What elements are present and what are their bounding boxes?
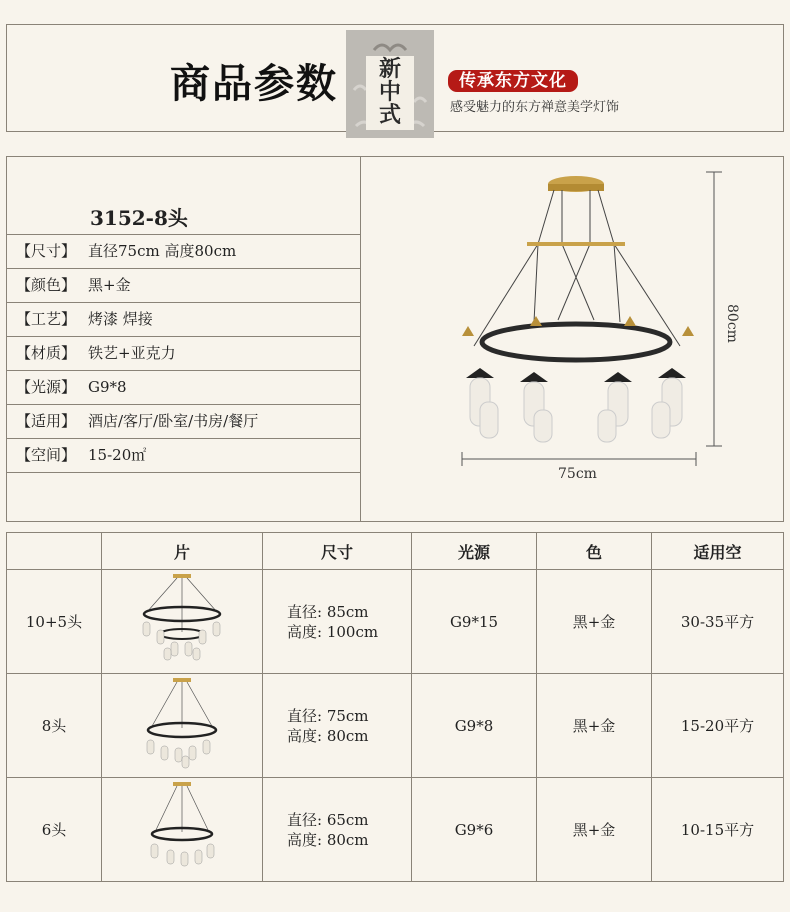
variant-diameter: 直径: 65cm xyxy=(287,810,369,829)
spec-label: 【工艺】 xyxy=(16,310,77,328)
variant-dimensions xyxy=(263,674,412,778)
table-row xyxy=(7,778,784,882)
slogan-badge: 传承东方文化 xyxy=(448,70,578,92)
variant-name: 10+5头 xyxy=(7,570,102,674)
column-header: 光源 xyxy=(412,533,537,570)
height-dimension-label: 80cm xyxy=(724,304,740,343)
table-header-row xyxy=(7,533,784,570)
variant-diameter: 直径: 75cm xyxy=(287,706,369,725)
chandelier-ring xyxy=(482,324,670,360)
variant-name: 8头 xyxy=(7,674,102,778)
spec-row-light xyxy=(6,370,361,404)
spec-row-material xyxy=(6,336,361,370)
width-dimension-label: 75cm xyxy=(558,466,597,482)
variant-color: 黑+金 xyxy=(537,778,652,882)
spec-value: 酒店/客厅/卧室/书房/餐厅 xyxy=(88,412,259,430)
column-header: 片 xyxy=(102,533,263,570)
spec-label: 【空间】 xyxy=(16,446,77,464)
spec-label: 【适用】 xyxy=(16,412,77,430)
dimension-lines xyxy=(462,172,722,466)
variant-color: 黑+金 xyxy=(537,674,652,778)
chandelier-illustration xyxy=(362,156,784,522)
spec-value: 直径75cm 高度80cm xyxy=(88,242,237,260)
variant-space: 30-35平方 xyxy=(652,570,784,674)
chandelier-thumbnail xyxy=(137,572,227,668)
variant-table xyxy=(6,532,784,912)
column-header: 适用空 xyxy=(652,533,784,570)
variant-dimensions xyxy=(263,570,412,674)
variant-height: 高度: 80cm xyxy=(287,726,369,745)
variant-space: 15-20平方 xyxy=(652,674,784,778)
spec-value: 黑+金 xyxy=(88,276,131,294)
variant-light: G9*8 xyxy=(412,674,537,778)
spec-value: 15-20㎡ xyxy=(88,446,147,464)
variant-light: G9*6 xyxy=(412,778,537,882)
spec-label: 【颜色】 xyxy=(16,276,77,294)
spec-row-space xyxy=(6,438,361,472)
variant-light: G9*15 xyxy=(412,570,537,674)
spec-row-color xyxy=(6,268,361,302)
table-row xyxy=(7,570,784,674)
spec-value: 烤漆 焊接 xyxy=(88,310,153,328)
variant-diameter: 直径: 85cm xyxy=(287,602,369,621)
chandelier-thumbnail xyxy=(137,780,227,876)
page-title: 商品参数 xyxy=(170,60,338,107)
variant-space: 10-15平方 xyxy=(652,778,784,882)
variant-color: 黑+金 xyxy=(537,570,652,674)
column-header: 尺寸 xyxy=(263,533,412,570)
variant-height: 高度: 100cm xyxy=(287,622,379,641)
column-header: 色 xyxy=(537,533,652,570)
variant-name: 6头 xyxy=(7,778,102,882)
spec-value: 铁艺+亚克力 xyxy=(88,344,176,362)
variant-thumbnail xyxy=(102,570,263,674)
model-number: 3152-8头 xyxy=(90,206,188,230)
variant-height: 高度: 80cm xyxy=(287,830,369,849)
seal-text: 新中式 xyxy=(378,56,401,128)
product-image xyxy=(362,156,784,522)
spec-row-usage xyxy=(6,404,361,438)
spec-row-size xyxy=(6,234,361,268)
variant-dimensions xyxy=(263,778,412,882)
seal-emblem xyxy=(346,30,434,138)
lantern-group xyxy=(466,368,686,442)
column-header xyxy=(7,533,102,570)
spec-value: G9*8 xyxy=(88,378,127,396)
spec-label: 【光源】 xyxy=(16,378,77,396)
slogan-subtitle: 感受魅力的东方禅意美学灯饰 xyxy=(450,100,620,115)
spec-label: 【尺寸】 xyxy=(16,242,77,260)
spec-row-blank xyxy=(6,472,361,506)
variant-thumbnail xyxy=(102,674,263,778)
chandelier-thumbnail xyxy=(137,676,227,772)
table-row xyxy=(7,674,784,778)
variant-thumbnail xyxy=(102,778,263,882)
spec-label: 【材质】 xyxy=(16,344,77,362)
spec-row-craft xyxy=(6,302,361,336)
